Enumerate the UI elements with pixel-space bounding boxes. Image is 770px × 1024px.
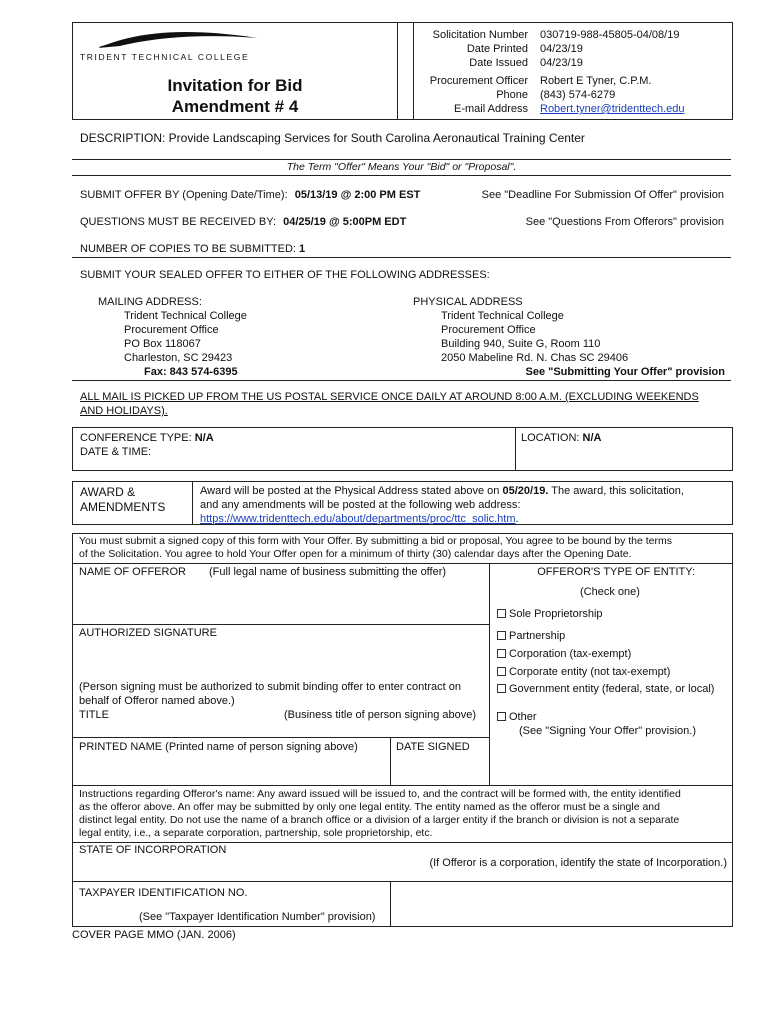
- checkbox-icon[interactable]: [497, 649, 506, 658]
- offeror-name-label: NAME OF OFFEROR: [79, 566, 186, 578]
- date-signed-divider: [390, 737, 391, 785]
- signature-label: AUTHORIZED SIGNATURE: [79, 627, 217, 639]
- value-phone: (843) 574-6279: [540, 89, 616, 101]
- title-label: TITLE: [79, 709, 109, 721]
- questions-note: See "Questions From Offerors" provision: [525, 216, 724, 228]
- physical-line: 2050 Mabeline Rd. N. Chas SC 29406: [441, 352, 629, 364]
- conference-type-value: N/A: [194, 432, 214, 444]
- mail-notice-line: AND HOLIDAYS).: [80, 405, 168, 417]
- award-url-end: .: [515, 513, 519, 525]
- mailing-line: Trident Technical College: [124, 310, 247, 322]
- checkbox-icon[interactable]: [497, 609, 506, 618]
- instructions-line: legal entity, i.e., a separate corporation, partnership, sole proprietorship, etc.: [79, 827, 433, 839]
- location-label: LOCATION:: [521, 432, 580, 444]
- offeror-intro-line: of the Solicitation. You agree to hold Your Offer open for a minimum of thirty (30) calendar days after the Opening Date.: [79, 548, 632, 560]
- label-email: E-mail Address: [454, 103, 528, 115]
- field-values: [540, 28, 730, 116]
- college-name: TRIDENT TECHNICAL COLLEGE: [80, 52, 250, 62]
- instructions-line: distinct legal entity. Do not use the name of a branch office or a division of a larger entity if the branch or division is not a separate: [79, 814, 680, 826]
- state-rule: [72, 881, 733, 882]
- value-date-printed: 04/23/19: [540, 43, 583, 55]
- address-rule: [72, 380, 731, 381]
- taxpayer-hint: (See "Taxpayer Identification Number" provision): [139, 911, 376, 923]
- instructions-line: Instructions regarding Offeror's name: Any award issued will be issued to, and the contract will be formed with, the entity identified: [79, 788, 681, 800]
- mail-notice: [80, 390, 699, 418]
- entity-option-corporation-tax-exempt[interactable]: [497, 647, 714, 665]
- entity-option-label: Other: [509, 711, 537, 723]
- state-hint: (If Offeror is a corporation, identify the state of Incorporation.): [429, 857, 727, 869]
- value-solicitation-number: 030719-988-45805-04/08/19: [540, 29, 680, 41]
- award-date: 05/20/19.: [502, 485, 549, 497]
- offeror-intro-rule: [72, 563, 733, 564]
- college-logo: [80, 28, 260, 64]
- copies-rule: [72, 257, 731, 258]
- entity-option-government[interactable]: [497, 682, 714, 710]
- entity-label: OFFEROR'S TYPE OF ENTITY:: [537, 566, 695, 578]
- entity-heading: [495, 565, 695, 579]
- submit-offer-label: SUBMIT OFFER BY (Opening Date/Time):: [80, 189, 288, 201]
- entity-option-label: Partnership: [509, 630, 566, 642]
- taxpayer-label: TAXPAYER IDENTIFICATION NO.: [79, 887, 248, 899]
- description: DESCRIPTION: Provide Landscaping Services for South Carolina Aeronautical Training Center: [80, 131, 585, 145]
- entity-option-corporate-entity[interactable]: [497, 665, 714, 682]
- entity-option-label: Corporate entity (not tax-exempt): [509, 666, 671, 678]
- printed-name-field[interactable]: [79, 740, 385, 782]
- submit-offer-value: 05/13/19 @ 2:00 PM EST: [294, 189, 421, 201]
- conference-datetime-label: DATE & TIME:: [80, 446, 152, 458]
- award-text-2: and any amendments will be posted at the following web address:: [200, 499, 521, 511]
- copies-row: [80, 242, 305, 256]
- physical-line: Building 940, Suite G, Room 110: [441, 338, 601, 350]
- label-procurement-officer: Procurement Officer: [429, 75, 528, 87]
- entity-option-partnership[interactable]: [497, 629, 714, 647]
- title-rule: [72, 737, 489, 738]
- label-date-issued: Date Issued: [469, 57, 528, 69]
- entity-option-sole-proprietorship[interactable]: [497, 607, 714, 629]
- copies-label: NUMBER OF COPIES TO BE SUBMITTED:: [80, 243, 296, 255]
- addresses-heading: SUBMIT YOUR SEALED OFFER TO EITHER OF THE FOLLOWING ADDRESSES:: [80, 269, 490, 281]
- header-divider: [397, 22, 398, 120]
- title-field[interactable]: [79, 708, 484, 732]
- taxpayer-divider: [390, 881, 391, 927]
- offeror-intro: [79, 535, 729, 561]
- entity-option-other[interactable]: [497, 710, 714, 724]
- physical-address: [413, 295, 725, 379]
- label-date-printed: Date Printed: [466, 43, 528, 55]
- footer: COVER PAGE MMO (JAN. 2006): [72, 929, 236, 941]
- email-link[interactable]: Robert.tyner@tridenttech.edu: [540, 103, 685, 115]
- entity-divider: [489, 563, 490, 785]
- conference-type: [80, 431, 214, 459]
- award-label: [80, 485, 165, 515]
- label-phone: Phone: [496, 89, 528, 101]
- award-text-1a: Award will be posted at the Physical Address stated above on: [200, 485, 500, 497]
- page-subtitle: Amendment # 4: [171, 97, 299, 116]
- award-text-1b: The award, this solicitation,: [551, 485, 684, 497]
- value-procurement-officer: Robert E Tyner, C.P.M.: [540, 75, 652, 87]
- checkbox-icon[interactable]: [497, 684, 506, 693]
- entity-option-label: Corporation (tax-exempt): [509, 648, 632, 660]
- award-divider: [192, 481, 193, 525]
- printed-name-rule: [72, 785, 733, 786]
- questions-label: QUESTIONS MUST BE RECEIVED BY:: [80, 216, 277, 228]
- mail-notice-line: ALL MAIL IS PICKED UP FROM THE US POSTAL SERVICE ONCE DAILY AT AROUND 8:00 A.M. (EXCLUDING WEEKENDS: [80, 391, 699, 403]
- instructions-line: as the offeror above. An offer may be submitted by only one legal entity. The entity named as the offeror must be a single and: [79, 801, 660, 813]
- entity-other-note: (See "Signing Your Offer" provision.): [519, 725, 696, 737]
- date-signed-field[interactable]: [396, 740, 486, 782]
- title-hint: (Business title of person signing above): [284, 709, 476, 721]
- offeror-name-hint: (Full legal name of business submitting the offer): [209, 566, 447, 578]
- mailing-line: Procurement Office: [124, 324, 219, 336]
- entity-options: [497, 607, 714, 738]
- field-labels: [418, 28, 528, 116]
- physical-note: See "Submitting Your Offer" provision: [525, 366, 725, 378]
- header-divider-2: [413, 22, 414, 120]
- questions-value: 04/25/19 @ 5:00PM EDT: [283, 216, 407, 228]
- award-label-line: AWARD &: [80, 485, 136, 499]
- mailing-line: PO Box 118067: [124, 338, 201, 350]
- mailing-label: MAILING ADDRESS:: [98, 296, 202, 308]
- mailing-line: Charleston, SC 29423: [124, 352, 233, 364]
- award-text: [200, 484, 730, 526]
- submit-offer-row: [80, 188, 420, 202]
- taxpayer-field[interactable]: [79, 886, 385, 924]
- date-signed-label: DATE SIGNED: [396, 741, 470, 753]
- checkbox-icon[interactable]: [497, 712, 506, 721]
- location-value: N/A: [582, 432, 602, 444]
- signature-note: (Person signing must be authorized to submit binding offer to enter contract on: [79, 681, 461, 693]
- instructions: [79, 788, 729, 840]
- award-url-link[interactable]: https://www.tridenttech.edu/about/departments/proc/ttc_solic.htm: [200, 513, 516, 525]
- physical-line: Trident Technical College: [441, 310, 564, 322]
- conference-location: [521, 431, 602, 445]
- state-label: STATE OF INCORPORATION: [79, 844, 227, 856]
- mailing-address: [98, 295, 247, 379]
- offeror-intro-line: You must submit a signed copy of this form with Your Offer. By submitting a bid or proposal, You agree to be bound by the terms: [79, 535, 673, 547]
- entity-option-label: Sole Proprietorship: [509, 608, 603, 620]
- value-date-issued: 04/23/19: [540, 57, 583, 69]
- checkbox-icon[interactable]: [497, 667, 506, 676]
- physical-label: PHYSICAL ADDRESS: [413, 296, 523, 308]
- physical-line: Procurement Office: [441, 324, 536, 336]
- state-field[interactable]: [79, 843, 727, 879]
- questions-row: [80, 215, 406, 229]
- page-title: Invitation for Bid: [167, 76, 303, 95]
- signature-note: behalf of Offeror named above.): [79, 695, 235, 707]
- name-rule: [72, 624, 489, 625]
- label-solicitation-number: Solicitation Number: [432, 29, 528, 41]
- copies-value: 1: [299, 243, 306, 255]
- logo-swoosh-icon: [80, 28, 260, 52]
- conference-divider: [515, 427, 516, 471]
- conference-type-label: CONFERENCE TYPE:: [80, 432, 192, 444]
- entity-option-label: Government entity (federal, state, or local): [509, 683, 715, 695]
- term-rule-top: [72, 159, 731, 160]
- term-rule-bottom: [72, 175, 731, 176]
- submit-offer-note: See "Deadline For Submission Of Offer" provision: [481, 189, 724, 201]
- checkbox-icon[interactable]: [497, 631, 506, 640]
- fax-number: Fax: 843 574-6395: [144, 366, 238, 378]
- check-one: (Check one): [580, 586, 640, 598]
- authorized-signature-field[interactable]: [79, 626, 484, 706]
- term-note: The Term "Offer" Means Your "Bid" or "Proposal".: [286, 161, 517, 173]
- printed-name-label: PRINTED NAME (Printed name of person signing above): [79, 741, 358, 753]
- award-label-line: AMENDMENTS: [80, 500, 166, 514]
- offeror-name-field[interactable]: [79, 565, 484, 623]
